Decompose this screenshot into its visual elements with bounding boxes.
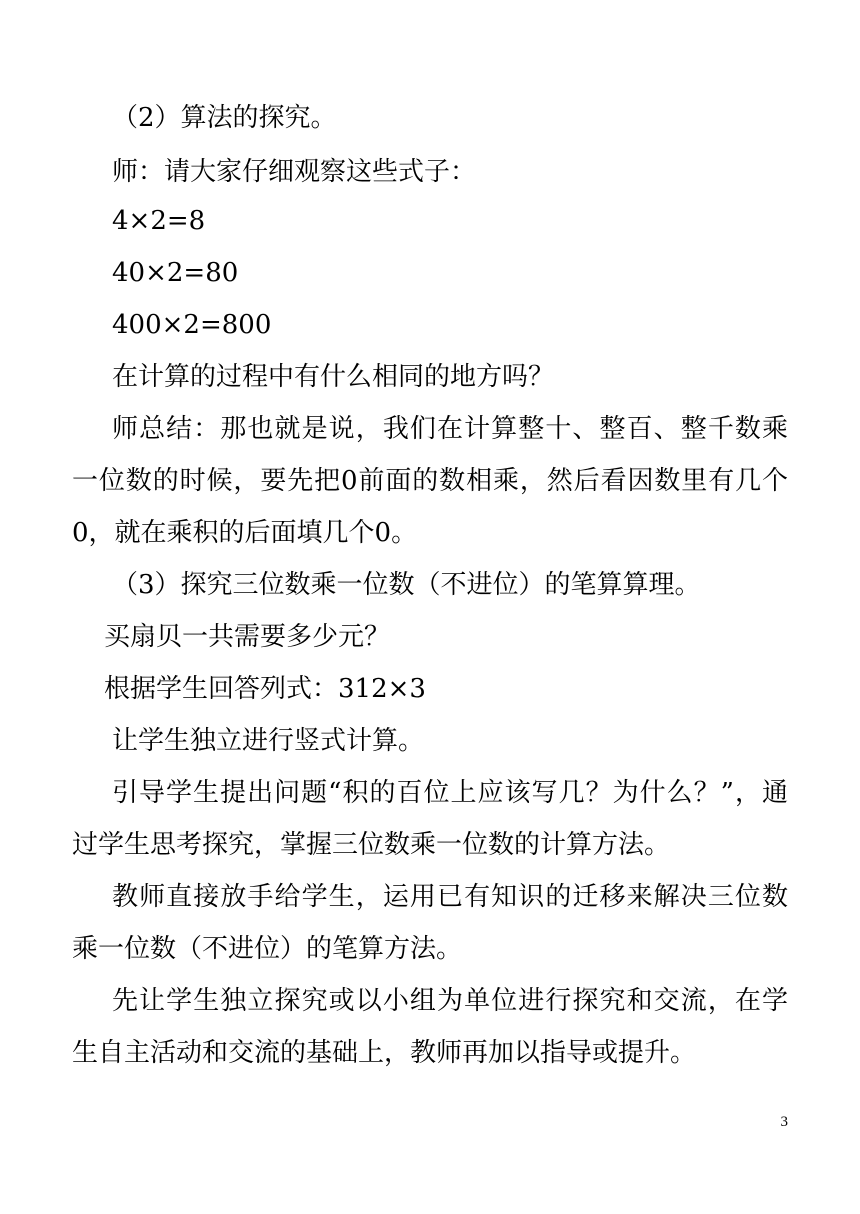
- paragraph-line: 教师直接放手给学生，运用已有知识的迁移来解决三位数: [112, 882, 788, 912]
- paragraph-line: 师总结：那也就是说，我们在计算整十、整百、整千数乘: [112, 414, 788, 444]
- paragraph-line: 乘一位数（不进位）的笔算方法。: [72, 934, 463, 964]
- paragraph-line: 在计算的过程中有什么相同的地方吗？: [112, 362, 555, 392]
- paragraph-line: 引导学生提出问题“积的百位上应该写几？为什么？”，通: [112, 778, 788, 808]
- paragraph-line: 一位数的时候，要先把0前面的数相乘，然后看因数里有几个: [72, 466, 788, 496]
- paragraph-line: 过学生思考探究，掌握三位数乘一位数的计算方法。: [72, 830, 671, 860]
- paragraph-line: 先让学生独立探究或以小组为单位进行探究和交流，在学: [112, 986, 788, 1016]
- paragraph-line: 0，就在乘积的后面填几个0。: [72, 518, 418, 548]
- paragraph-line: 让学生独立进行竖式计算。: [112, 726, 425, 756]
- section-heading-algorithm: （2）算法的探究。: [112, 103, 337, 133]
- equation-line: 40×2=80: [112, 258, 239, 288]
- paragraph-line: 生自主活动和交流的基础上，教师再加以指导或提升。: [72, 1038, 697, 1068]
- paragraph-line: 师：请大家仔细观察这些式子：: [112, 157, 477, 187]
- equation-line: 4×2=8: [112, 206, 206, 236]
- paragraph-line: 买扇贝一共需要多少元？: [104, 622, 391, 652]
- page-number: 3: [780, 1114, 788, 1130]
- paragraph-line: 根据学生回答列式：312×3: [104, 674, 426, 704]
- equation-line: 400×2=800: [112, 310, 272, 340]
- section-heading-three-digit: （3）探究三位数乘一位数（不进位）的笔算算理。: [112, 570, 701, 600]
